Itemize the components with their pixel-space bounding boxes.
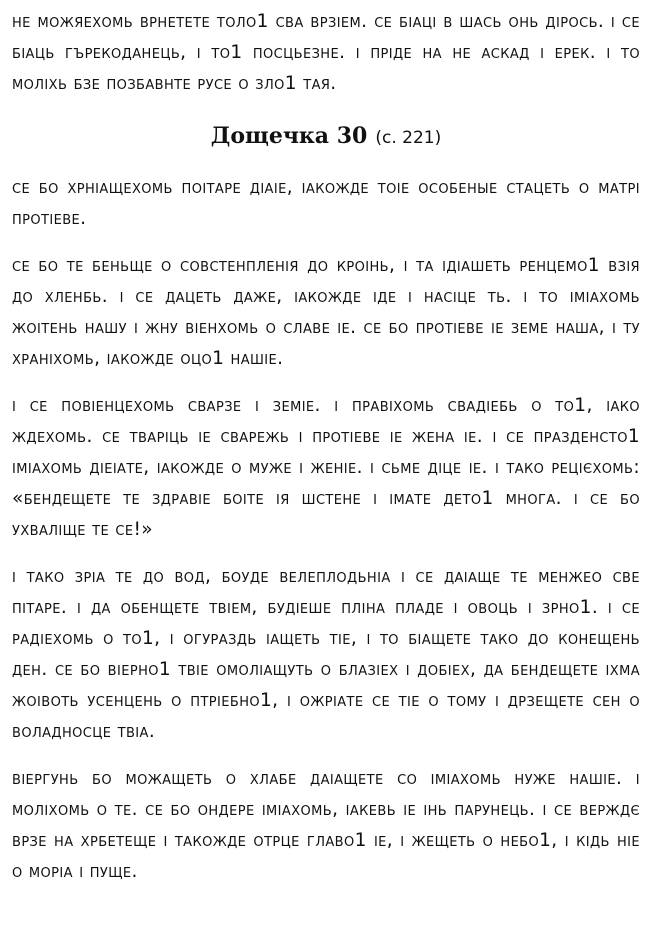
- paragraph-2: се бо те беньще о совстенпленія до кроінь, і та ідіашеть ренцемо1 взія до хленбь. і се дацеть даже, іакожде іде і насіце ть. і то іміахомь жоітень нашу і жну віенхомь о славе іе. се бо протіеве іе земе наша, і ту храніхомь, іакожде оцо1 нашіе.: [12, 255, 640, 369]
- section-reference: (с. 221): [375, 128, 442, 148]
- paragraph-3: і се повіенцехомь сварзе і земіе. і правіхомь свадіебь о то1, іако ждехомь. се тваріць іе сварежь і протіеве іе жена іе. і се празденсто1 іміахомь діеіате, іакожде о муже і женіе. і сьме діце іе. і тако рецієхомь: «бендещете те здравіе боіте ія шстене і імате дето1 многа. і се бо ухваліще те се!»: [12, 395, 640, 540]
- section-heading: [12, 121, 640, 154]
- section-title: Дощечка 30: [210, 123, 368, 149]
- document-page: [12, 6, 640, 903]
- intro-paragraph: не можяехомь врнетете толо1 сва врзіем. се біаці в шась онь дірось. і се біаць гърекоданець, і то1 посцьезне. і пріде на не аскад і ерек. і то моліхь бзе позбавнте русе о зло1 тая.: [12, 11, 640, 94]
- paragraph-1: се бо хрніащехомь поітаре діаіе, іакожде тоіе особеные стацеть о матрі протіеве.: [12, 177, 640, 229]
- paragraph-5: віергунь бо можащеть о хлабе даіащете со іміахомь нуже нашіе. і моліхомь о те. се бо ондере іміахомь, іакевь іе інь парунець. і се верждє врзе на хрбетеще і такожде отрце главо1 іе, і жещеть о небо1, і кідь ніе о моріа і пуще.: [12, 768, 640, 882]
- paragraph-4: і тако зріа те до вод, боуде велеплодьніа і се даіаще те менжео све пітаре. і да обенщете твіем, будіеше пліна пладе і овоць і зрно1. і се радіехомь о то1, і огураздь іащеть тіе, і то біащете тако до конещень ден. се бо віерно1 твіе омоліащуть о блазіех і добіех, да бендещете іхма жоівоть усенцень о птріебно1, і ожріате се тіе о тому і дрзещете сен о воладносце твіа.: [12, 566, 640, 742]
